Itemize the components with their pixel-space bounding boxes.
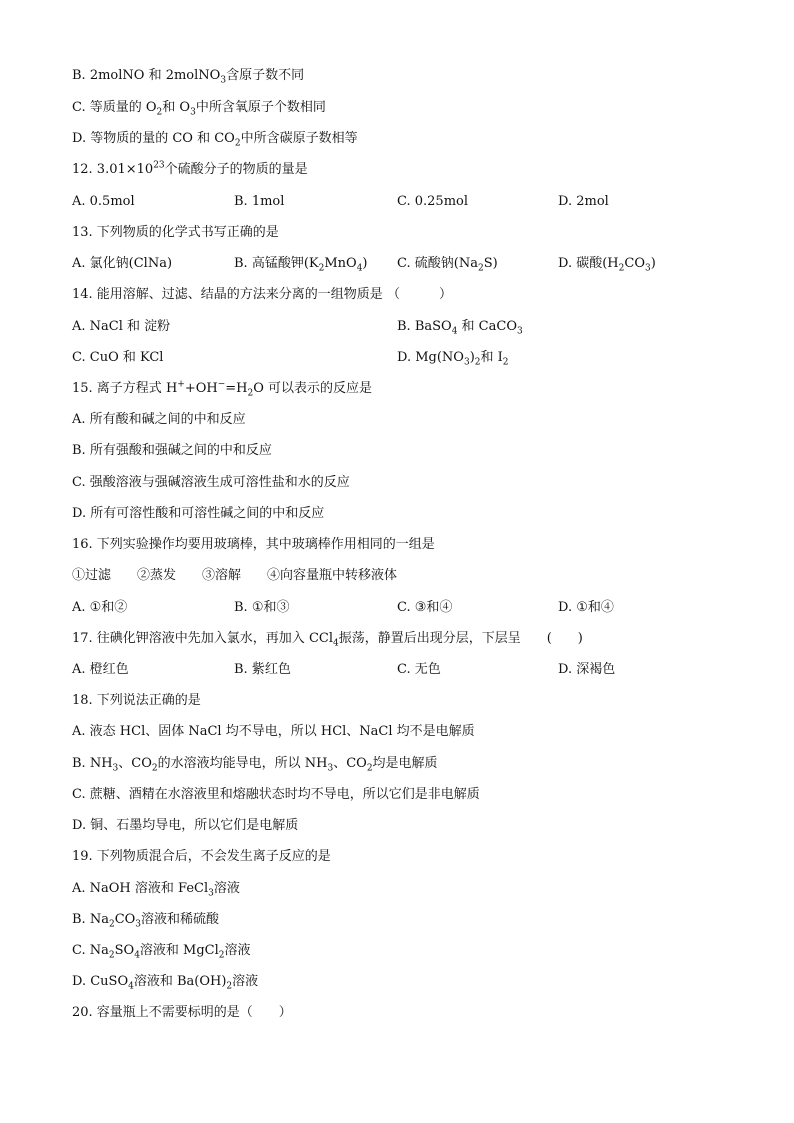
- q19-option-c: C. $Na_2SO_4$溶液和 MgCl$_2$溶液: [72, 943, 251, 961]
- q13-option-b: B. 高锰酸钾$(K_2MnO_4)$: [234, 256, 368, 274]
- q11-option-d: D. 等物质的量的 CO 和 $CO_2$中所含碳原子数相等: [72, 131, 358, 149]
- q17-stem: 17. 往碘化钾溶液中先加入氯水，再加入 CCl$_4$振荡，静置后出现分层，下层呈 ( ): [72, 631, 583, 649]
- q17-option-c: C. 无色: [397, 662, 441, 677]
- q15-option-b: B. 所有强酸和强碱之间的中和反应: [72, 443, 272, 458]
- q12-option-c: C. 0.25mol: [397, 194, 469, 209]
- q15-option-a: A. 所有酸和碱之间的中和反应: [72, 412, 246, 427]
- q14-option-c: C. CuO 和 KCl: [72, 350, 164, 365]
- q17-option-b: B. 紫红色: [234, 662, 291, 677]
- q18-option-d: D. 铜、石墨均导电，所以它们是电解质: [72, 818, 299, 833]
- q16-stem: 16. 下列实验操作均要用玻璃棒，其中玻璃棒作用相同的一组是: [72, 537, 435, 552]
- q13-option-d: D. 碳酸$(H_2CO_3)$: [558, 256, 656, 274]
- q17-option-a: A. 橙红色: [72, 662, 129, 677]
- q19-option-b: B. $Na_2CO_3$溶液和稀硫酸: [72, 912, 220, 930]
- q18-option-b: B. $NH_3$、$CO_2$的水溶液均能导电，所以 $NH_3$、$CO_2$均是电解质: [72, 756, 438, 774]
- q14-option-a: A. NaCl 和 淀粉: [72, 319, 171, 334]
- q12-stem: 12. $3.01\times 10^{23}$个硫酸分子的物质的量是: [72, 160, 308, 177]
- q14-stem: 14. 能用溶解、过滤、结晶的方法来分离的一组物质是 （ ）: [72, 287, 452, 302]
- q13-option-c: C. 硫酸钠$(Na_2S)$: [397, 256, 498, 274]
- q13-stem: 13. 下列物质的化学式书写正确的是: [72, 225, 279, 240]
- q16-option-c: C. ③和④: [397, 600, 453, 615]
- q17-option-d: D. 深褐色: [558, 662, 616, 677]
- q16-option-a: A. ①和②: [72, 600, 128, 615]
- q15-option-d: D. 所有可溶性酸和可溶性碱之间的中和反应: [72, 506, 325, 521]
- q12-option-b: B. 1mol: [234, 194, 285, 209]
- q14-option-b: B. BaSO$_4$ 和 CaCO$_3$: [397, 319, 523, 337]
- q16-option-b: B. ①和③: [234, 600, 290, 615]
- q13-option-a: A. 氯化钠(ClNa): [72, 256, 173, 271]
- q11-option-b: B. 2molNO 和 2molNO$_3$含原子数不同: [72, 68, 305, 86]
- q18-option-a: A. 液态 HCl、固体 NaCl 均不导电，所以 HCl、NaCl 均不是电解质: [72, 724, 475, 739]
- q16-items: ①过滤 ②蒸发 ③溶解 ④向容量瓶中转移液体: [72, 568, 398, 583]
- q11-option-c: C. 等质量的 $O_2$和 $O_3$中所含氧原子个数相同: [72, 100, 326, 118]
- q12-option-a: A. 0.5mol: [72, 194, 135, 209]
- q12-option-d: D. 2mol: [558, 194, 609, 209]
- q18-option-c: C. 蔗糖、酒精在水溶液里和熔融状态时均不导电，所以它们是非电解质: [72, 787, 480, 802]
- q18-stem: 18. 下列说法正确的是: [72, 693, 201, 708]
- q20-stem: 20. 容量瓶上不需要标明的是（ ）: [72, 1005, 292, 1020]
- q15-stem: 15. 离子方程式 $H^++OH^-=H_2O$ 可以表示的反应是: [72, 379, 373, 399]
- q15-option-c: C. 强酸溶液与强碱溶液生成可溶性盐和水的反应: [72, 475, 350, 490]
- q14-option-d: D. $Mg(NO_3)_2$和 $I_2$: [397, 350, 509, 368]
- q19-option-d: D. CuSO$_4$溶液和 $Ba(OH)_2$溶液: [72, 974, 259, 992]
- q19-option-a: A. NaOH 溶液和 FeCl$_3$溶液: [72, 881, 240, 899]
- q19-stem: 19. 下列物质混合后，不会发生离子反应的是: [72, 849, 331, 864]
- q16-option-d: D. ①和④: [558, 600, 614, 615]
